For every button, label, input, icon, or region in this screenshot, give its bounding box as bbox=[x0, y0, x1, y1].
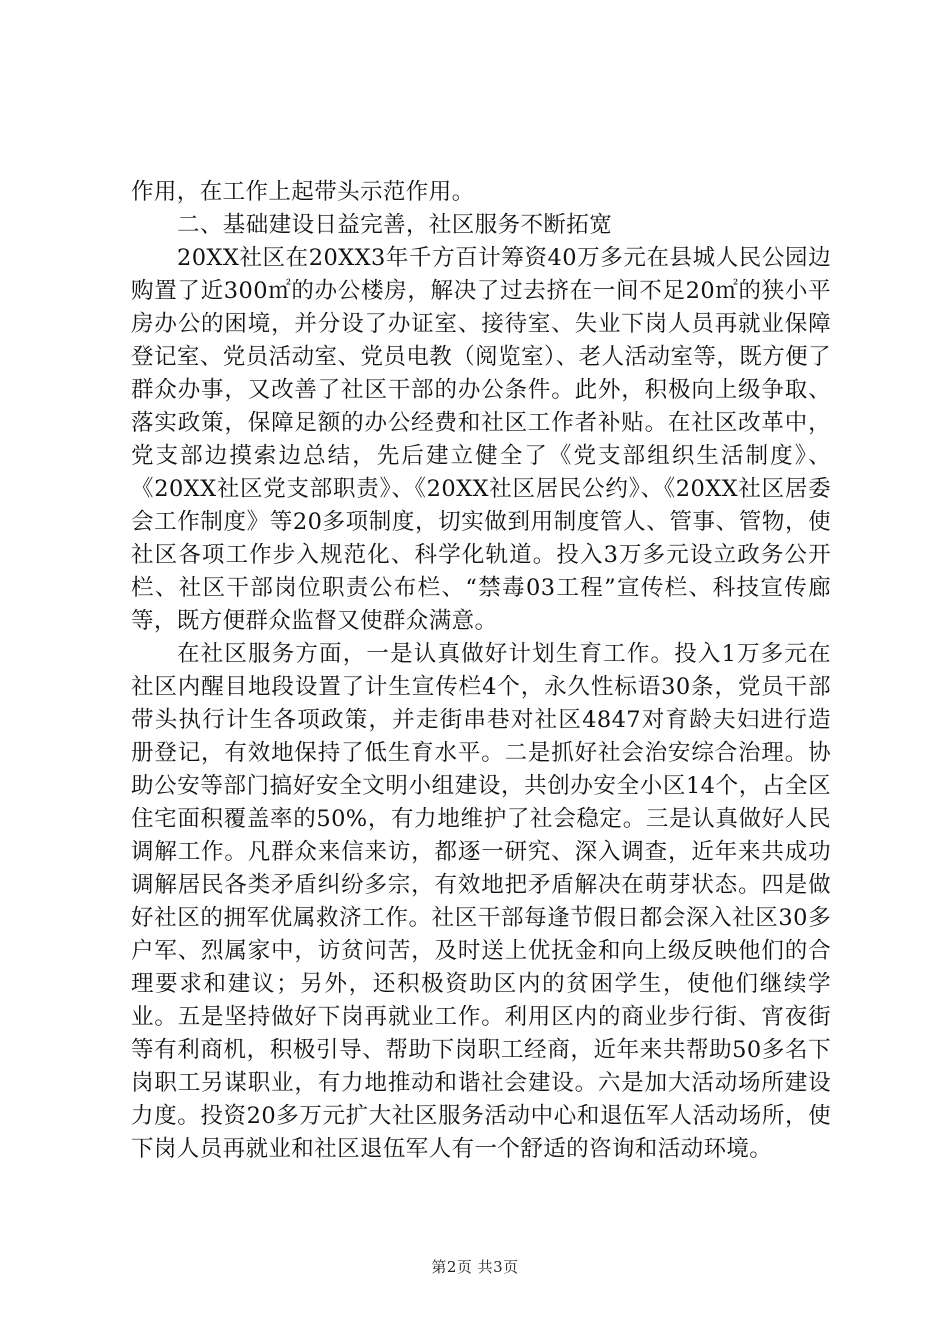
page-footer: 第2页 共3页 bbox=[431, 1258, 519, 1276]
paragraph-community-services: 在社区服务方面，一是认真做好计划生育工作。投入1万多元在社区内醒目地段设置了计生宣传栏4个，永久性标语30条，党员干部带头执行计生各项政策，并走街串巷对社区4847对育龄夫妇进行造册登记，有效地保持了低生育水平。二是抓好社会治安综合治理。协助公安等部门搞好安全文明小组建设，共创办安全小区14个，占全区住宅面积覆盖率的50%，有力地维护了社会稳定。三是认真做好人民调解工作。凡群众来信来访，都逐一研究、深入调查，近年来共成功调解居民各类矛盾纠纷多宗，有效地把矛盾解决在萌芽状态。四是做好社区的拥军优属救济工作。社区干部每逢节假日都会深入社区30多户军、烈属家中，访贫问苦，及时送上优抚金和向上级反映他们的合理要求和建议；另外，还积极资助区内的贫困学生，使他们继续学业。五是坚持做好下岗再就业工作。利用区内的商业步行街、宵夜街等有利商机，积极引导、帮助下岗职工经商，近年来共帮助50多名下岗职工另谋职业，有力地推动和谐社会建设。六是加大活动场所建设力度。投资20多万元扩大社区服务活动中心和退伍军人活动场所，使下岗人员再就业和社区退伍军人有一个舒适的咨询和活动环境。 bbox=[131, 641, 831, 1162]
document-body bbox=[131, 176, 831, 1166]
paragraph-continuation: 作用，在工作上起带头示范作用。 bbox=[131, 179, 475, 205]
paragraph-infrastructure: 20XX社区在20XX3年千方百计筹资40万多元在县城人民公园边购置了近300㎡的办公楼房，解决了过去挤在一间不足20㎡的狭小平房办公的困境，并分设了办证室、接待室、失业下岗人员再就业保障登记室、党员活动室、党员电教（阅览室）、老人活动室等，既方便了群众办事，又改善了社区干部的办公条件。此外，积极向上级争取、落实政策，保障足额的办公经费和社区工作者补贴。在社区改革中，党支部边摸索边总结，先后建立健全了《党支部组织生活制度》、《20XX社区党支部职责》、《20XX社区居民公约》、《20XX社区居委会工作制度》等20多项制度，切实做到用制度管人、管事、管物，使社区各项工作步入规范化、科学化轨道。投入3万多元设立政务公开栏、社区干部岗位职责公布栏、“禁毒03工程”宣传栏、科技宣传廊等，既方便群众监督又使群众满意。 bbox=[131, 245, 831, 634]
section-heading: 二、基础建设日益完善，社区服务不断拓宽 bbox=[177, 212, 613, 238]
